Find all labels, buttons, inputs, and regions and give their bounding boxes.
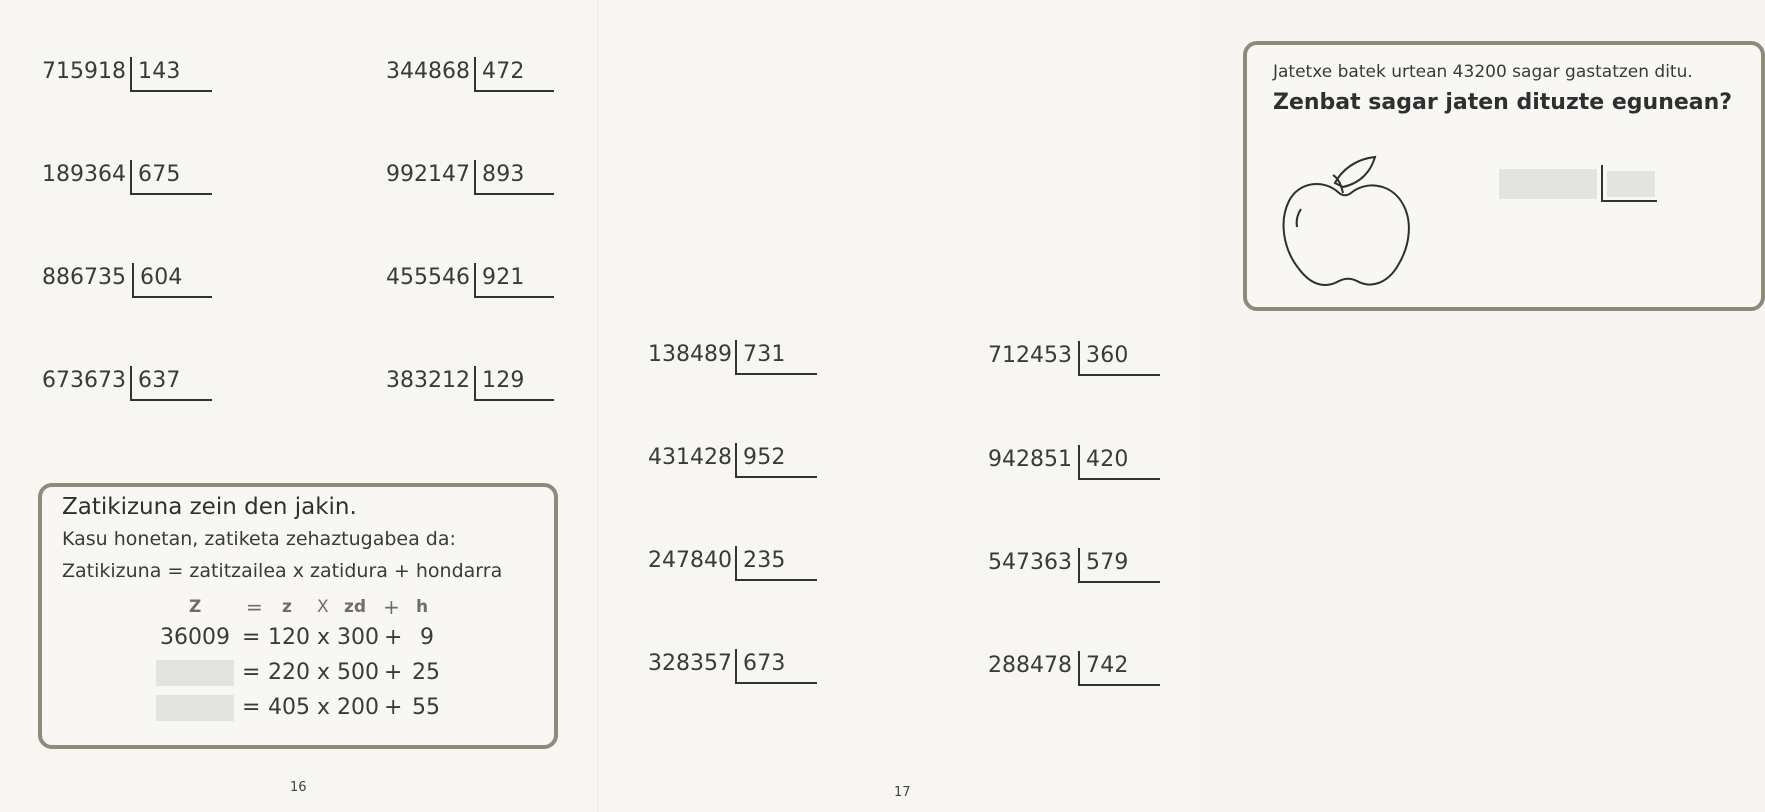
division-problem [370,368,470,398]
divisor: 921 [482,265,525,290]
divisor: 420 [1086,447,1129,472]
divisor: 129 [482,368,525,393]
divisor: 360 [1086,343,1129,368]
division-bracket-horizontal [1078,581,1160,583]
dividend: 547363 [988,550,1072,575]
formula-h: 25 [412,660,440,685]
division-bracket-horizontal [474,296,554,298]
division-problem [30,162,126,192]
formula-header-eq: = [246,595,263,619]
dividend: 431428 [648,445,732,470]
formula-eq: = [242,625,261,650]
division-bracket-horizontal [474,399,554,401]
division-bracket [1601,165,1659,203]
division-bracket-horizontal [474,90,554,92]
info-box [38,483,558,749]
info-title: Zatikizuna zein den jakin. [62,494,357,520]
apple-icon [1277,149,1413,295]
divisor: 893 [482,162,525,187]
division-bracket-horizontal [132,296,212,298]
division-problem [370,162,470,192]
division-bracket-horizontal [130,399,212,401]
info-line-1: Kasu honetan, zatiketa zehaztugabea da: [62,528,456,550]
formula-zd: 300 [337,625,379,650]
divisor: 675 [138,162,181,187]
dividend: 344868 [386,59,470,84]
dividend: 673673 [42,368,126,393]
dividend: 288478 [988,653,1072,678]
dividend: 942851 [988,447,1072,472]
answer-blank[interactable] [1499,169,1597,199]
formula-header-zd: zd [344,597,367,617]
divisor: 637 [138,368,181,393]
division-problem [974,447,1072,477]
divisor-group [735,445,817,479]
division-bracket-horizontal [735,579,817,581]
formula-row [42,622,554,654]
division-problem [24,265,126,295]
formula-header-x: X [317,597,329,617]
divisor: 952 [743,445,786,470]
division-problem [636,445,732,475]
formula-zd: 500 [337,660,379,685]
division-problem [370,59,470,89]
problem-statement: Jatetxe batek urtean 43200 sagar gastatzen ditu. [1273,62,1693,82]
answer-blank[interactable] [156,660,234,686]
dividend: 328357 [648,651,732,676]
dividend: 247840 [648,548,732,573]
formula-zd: 200 [337,695,379,720]
division-problem [974,653,1072,683]
dividend: 992147 [386,162,470,187]
divisor: 472 [482,59,525,84]
right-page [600,0,1733,812]
problem-question: Zenbat sagar jaten dituzte egunean? [1273,90,1733,115]
page-number: 17 [894,785,911,800]
formula-eq: = [242,660,261,685]
formula-plus: + [384,625,403,650]
division-problem [30,59,126,89]
divisor-group [1078,653,1160,687]
division-problem [636,342,732,372]
dividend: 886735 [42,265,126,290]
word-problem-box [1243,41,1765,311]
dividend: 189364 [42,162,126,187]
divisor-group [1078,550,1160,584]
formula-header [42,591,554,623]
answer-blank[interactable] [156,695,234,721]
division-bracket-horizontal [474,193,554,195]
division-problem [370,265,470,295]
formula-zz: 120 [268,625,310,650]
division-bracket-horizontal [1078,478,1160,480]
formula-z: 36009 [160,625,230,650]
division-bracket-horizontal [1601,200,1657,202]
formula-header-zz: z [282,597,292,617]
division-bracket-horizontal [130,193,212,195]
answer-blank[interactable] [1607,171,1655,197]
divisor-group [735,548,817,582]
divisor-group [132,265,212,299]
divisor-group [474,265,554,299]
divisor-group [735,651,817,685]
divisor-group [130,368,212,402]
division-bracket-vertical [1601,165,1603,201]
formula-x: x [317,625,331,650]
divisor-group [130,59,212,93]
page-number: 16 [290,780,307,795]
dividend: 455546 [386,265,470,290]
division-problem [974,550,1072,580]
divisor-group [1078,447,1160,481]
division-bracket-horizontal [735,373,817,375]
division-problem [30,368,126,398]
info-line-2: Zatikizuna = zatitzailea x zatidura + hondarra [62,560,503,582]
formula-h: 55 [412,695,440,720]
formula-header-z: Z [189,597,202,617]
divisor: 673 [743,651,786,676]
formula-zz: 405 [268,695,310,720]
formula-eq: = [242,695,261,720]
formula-row [42,657,554,689]
division-bracket-horizontal [1078,374,1160,376]
dividend: 715918 [42,59,126,84]
division-problem [636,548,732,578]
division-bracket-horizontal [735,682,817,684]
divisor: 742 [1086,653,1129,678]
divisor-group [130,162,212,196]
formula-plus: + [384,695,403,720]
dividend: 383212 [386,368,470,393]
formula-header-h: h [416,597,429,617]
left-page [0,0,598,812]
division-bracket-horizontal [735,476,817,478]
divisor: 604 [140,265,183,290]
dividend: 712453 [988,343,1072,368]
divisor-group [1078,343,1160,377]
formula-row [42,692,554,724]
formula-zz: 220 [268,660,310,685]
formula-x: x [317,695,331,720]
dividend: 138489 [648,342,732,367]
divisor: 235 [743,548,786,573]
divisor: 731 [743,342,786,367]
divisor-group [474,162,554,196]
formula-plus: + [384,660,403,685]
formula-x: x [317,660,331,685]
division-problem [636,651,732,681]
divisor: 579 [1086,550,1129,575]
formula-header-plus: + [383,595,400,619]
division-bracket-horizontal [1078,684,1160,686]
divisor: 143 [138,59,181,84]
formula-h: 9 [420,625,434,650]
divisor-group [474,59,554,93]
division-bracket-horizontal [130,90,212,92]
division-problem [974,343,1072,373]
divisor-group [735,342,817,376]
divisor-group [474,368,554,402]
